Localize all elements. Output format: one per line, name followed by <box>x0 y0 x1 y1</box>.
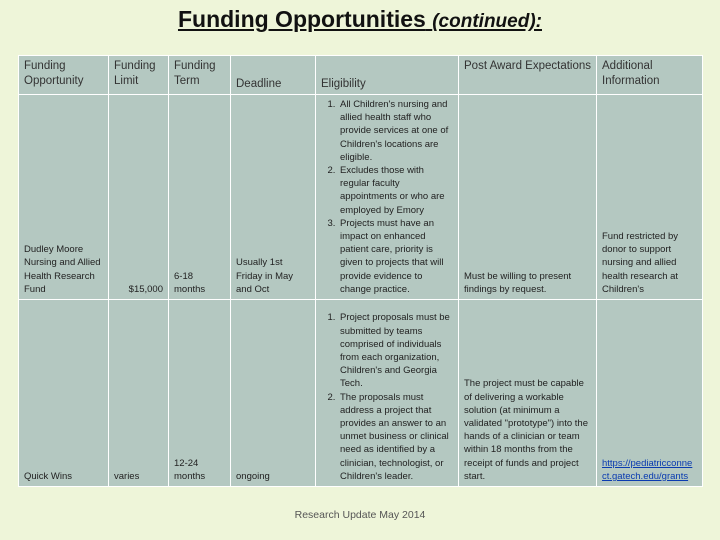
page-title <box>0 6 720 33</box>
table-header-row <box>19 56 703 95</box>
title-sub: (continued): <box>432 11 542 32</box>
footer-text: Research Update May 2014 <box>294 509 426 521</box>
header-additional-info: Additional Information <box>597 56 703 95</box>
cell-additional-info <box>597 300 703 487</box>
cell-opportunity: Quick Wins <box>19 300 109 487</box>
cell-opportunity: Dudley Moore Nursing and Allied Health Research Fund <box>19 95 109 300</box>
header-eligibility: Eligibility <box>316 56 459 95</box>
header-funding-term: Funding Term <box>169 56 231 95</box>
table-row <box>19 300 703 487</box>
eligibility-item: 3. Projects must have an impact on enhanced patient care, priority is given to projects that will provide evidence to change practice. <box>338 217 453 296</box>
eligibility-item: 1. Project proposals must be submitted by teams comprised of individuals from each organization, Children's and Georgia Tech. <box>338 311 453 390</box>
table-row <box>19 95 703 300</box>
header-funding-limit: Funding Limit <box>109 56 169 95</box>
cell-limit: $15,000 <box>109 95 169 300</box>
cell-additional-info: Fund restricted by donor to support nursing and allied health research at Children's <box>597 95 703 300</box>
cell-term: 6-18 months <box>169 95 231 300</box>
cell-term: 12-24 months <box>169 300 231 487</box>
cell-post-award: Must be willing to present findings by request. <box>459 95 597 300</box>
cell-deadline: Usually 1st Friday in May and Oct <box>231 95 316 300</box>
grants-link[interactable]: https://pediatricconnect.gatech.edu/grants <box>602 457 693 482</box>
header-post-award: Post Award Expectations <box>459 56 597 95</box>
funding-table <box>18 55 703 487</box>
header-deadline: Deadline <box>231 56 316 95</box>
eligibility-item: 1. All Children's nursing and allied health staff who provide services at one of Children's locations are eligible. <box>338 98 453 164</box>
cell-eligibility <box>316 300 459 487</box>
cell-eligibility <box>316 95 459 300</box>
eligibility-item: 2. The proposals must address a project that provides an answer to an unmet business or clinical need as identified by a clinician, technologist, or Children's leader. <box>338 391 453 483</box>
eligibility-item: 2. Excludes those with regular faculty appointments or who are employed by Emory <box>338 164 453 217</box>
cell-post-award: The project must be capable of delivering a workable solution (at minimum a validated "prototype") into the hands of a clinician or team within 18 months from the receipt of funds and project start. <box>459 300 597 487</box>
cell-limit: varies <box>109 300 169 487</box>
cell-deadline: ongoing <box>231 300 316 487</box>
header-funding-opportunity: Funding Opportunity <box>19 56 109 95</box>
title-main: Funding Opportunities <box>177 6 426 32</box>
